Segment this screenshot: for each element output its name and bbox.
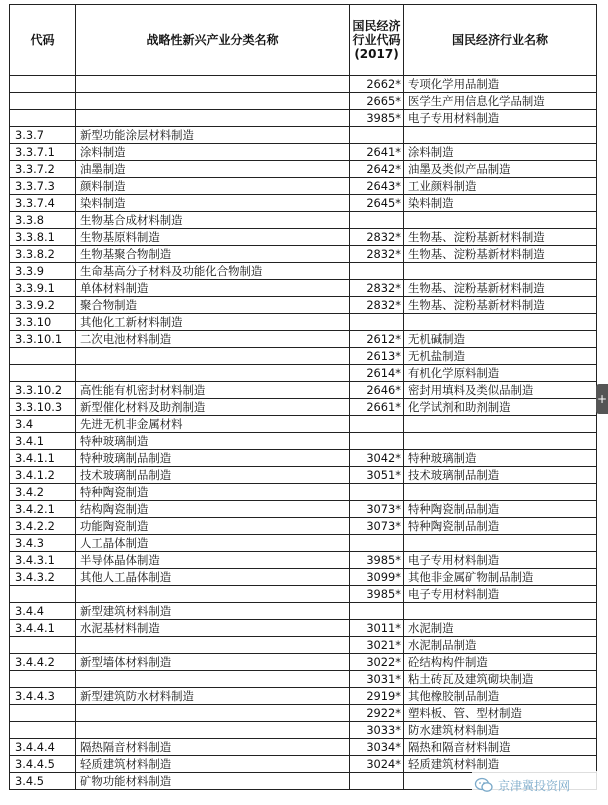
row-industry-name: 无机盐制造 [404, 348, 597, 365]
row-industry-name: 砼结构构件制造 [404, 654, 597, 671]
row-industry-name: 技术玻璃制品制造 [404, 467, 597, 484]
row-code: 3.3.7.3 [10, 178, 76, 195]
row-industry-code: 2612* [350, 331, 404, 348]
table-row [10, 399, 597, 416]
row-industry-name: 其他橡胶制品制造 [404, 688, 597, 705]
row-industry-code: 2922* [350, 705, 404, 722]
row-category-name: 水泥基材料制造 [76, 620, 350, 637]
row-industry-code: 3051* [350, 467, 404, 484]
row-code: 3.3.10.1 [10, 331, 76, 348]
row-code: 3.4.3 [10, 535, 76, 552]
row-code: 3.4.2 [10, 484, 76, 501]
row-industry-code: 2646* [350, 382, 404, 399]
row-industry-name: 工业颜料制造 [404, 178, 597, 195]
row-code: 3.3.10.2 [10, 382, 76, 399]
table-row [10, 280, 597, 297]
row-category-name: 功能陶瓷制造 [76, 518, 350, 535]
table-row [10, 484, 597, 501]
row-code: 3.4.1 [10, 433, 76, 450]
table-row [10, 433, 597, 450]
row-category-name: 轻质建筑材料制造 [76, 756, 350, 773]
row-industry-name: 专项化学用品制造 [404, 76, 597, 93]
row-industry-name [404, 484, 597, 501]
table-row [10, 331, 597, 348]
row-industry-code: 2614* [350, 365, 404, 382]
row-industry-name: 特种玻璃制造 [404, 450, 597, 467]
industry-classification-table [9, 4, 597, 790]
row-industry-code [350, 535, 404, 552]
row-category-name [76, 76, 350, 93]
row-code: 3.4.1.2 [10, 467, 76, 484]
table-row [10, 586, 597, 603]
row-category-name: 新型催化材料及助剂制造 [76, 399, 350, 416]
row-category-name [76, 110, 350, 127]
row-category-name: 矿物功能材料制造 [76, 773, 350, 790]
row-code: 3.3.8.1 [10, 229, 76, 246]
table-row [10, 637, 597, 654]
row-code: 3.4.2.2 [10, 518, 76, 535]
row-industry-name: 有机化学原料制造 [404, 365, 597, 382]
row-industry-code: 3034* [350, 739, 404, 756]
row-category-name: 半导体晶体制造 [76, 552, 350, 569]
row-category-name: 其他化工新材料制造 [76, 314, 350, 331]
row-industry-name: 油墨及类似产品制造 [404, 161, 597, 178]
row-industry-name: 隔热和隔音材料制造 [404, 739, 597, 756]
row-industry-name: 涂料制造 [404, 144, 597, 161]
row-industry-code: 2643* [350, 178, 404, 195]
row-industry-name: 水泥制造 [404, 620, 597, 637]
table-row [10, 229, 597, 246]
row-industry-name: 塑料板、管、型材制造 [404, 705, 597, 722]
row-industry-name [404, 433, 597, 450]
row-industry-code: 3021* [350, 637, 404, 654]
row-industry-code: 3024* [350, 756, 404, 773]
table-row [10, 603, 597, 620]
table-row [10, 246, 597, 263]
table-row [10, 76, 597, 93]
table-row [10, 348, 597, 365]
table-row [10, 127, 597, 144]
row-industry-name [404, 314, 597, 331]
table-row [10, 569, 597, 586]
row-industry-code: 2832* [350, 229, 404, 246]
row-industry-name: 电子专用材料制造 [404, 552, 597, 569]
row-category-name: 特种陶瓷制造 [76, 484, 350, 501]
row-code: 3.4 [10, 416, 76, 433]
table-row [10, 416, 597, 433]
row-industry-name: 粘土砖瓦及建筑砌块制造 [404, 671, 597, 688]
row-industry-name: 生物基、淀粉基新材料制造 [404, 280, 597, 297]
row-category-name [76, 722, 350, 739]
row-industry-code: 3011* [350, 620, 404, 637]
row-category-name: 单体材料制造 [76, 280, 350, 297]
row-industry-code: 3099* [350, 569, 404, 586]
row-industry-name: 生物基、淀粉基新材料制造 [404, 246, 597, 263]
row-industry-name: 特种陶瓷制品制造 [404, 501, 597, 518]
row-category-name: 生物基原料制造 [76, 229, 350, 246]
table-row [10, 739, 597, 756]
row-category-name: 高性能有机密封材料制造 [76, 382, 350, 399]
row-category-name: 新型建筑防水材料制造 [76, 688, 350, 705]
row-code: 3.4.4.5 [10, 756, 76, 773]
header-industry-name: 国民经济行业名称 [404, 5, 597, 76]
table-row [10, 535, 597, 552]
row-code [10, 76, 76, 93]
row-industry-name: 化学试剂和助剂制造 [404, 399, 597, 416]
row-industry-code: 2613* [350, 348, 404, 365]
row-category-name [76, 637, 350, 654]
row-industry-name: 医学生产用信息化学品制造 [404, 93, 597, 110]
row-industry-code [350, 433, 404, 450]
watermark [472, 771, 604, 799]
row-code [10, 365, 76, 382]
row-category-name [76, 348, 350, 365]
row-industry-code: 2661* [350, 399, 404, 416]
row-industry-name: 特种陶瓷制品制造 [404, 518, 597, 535]
header-code: 代码 [10, 5, 76, 76]
table-row [10, 756, 597, 773]
row-code: 3.4.4.2 [10, 654, 76, 671]
table-header-row [10, 5, 597, 76]
table-row [10, 212, 597, 229]
table-row [10, 467, 597, 484]
table-row [10, 93, 597, 110]
row-category-name: 生命基高分子材料及功能化合物制造 [76, 263, 350, 280]
row-category-name: 先进无机非金属材料 [76, 416, 350, 433]
row-industry-code: 2832* [350, 297, 404, 314]
row-industry-name [404, 127, 597, 144]
row-code: 3.3.7.2 [10, 161, 76, 178]
row-industry-code: 2645* [350, 195, 404, 212]
row-industry-name: 电子专用材料制造 [404, 586, 597, 603]
row-category-name: 涂料制造 [76, 144, 350, 161]
row-category-name: 颜料制造 [76, 178, 350, 195]
row-code: 3.4.2.1 [10, 501, 76, 518]
header-industry-code: 国民经济行业代码(2017) [350, 5, 404, 76]
table-row [10, 178, 597, 195]
row-industry-name: 其他非金属矿物制品制造 [404, 569, 597, 586]
table-row [10, 620, 597, 637]
row-code [10, 110, 76, 127]
table-row [10, 314, 597, 331]
row-category-name: 技术玻璃制品制造 [76, 467, 350, 484]
row-industry-code [350, 314, 404, 331]
table-row [10, 501, 597, 518]
row-industry-name [404, 263, 597, 280]
row-industry-name [404, 416, 597, 433]
row-industry-code: 2919* [350, 688, 404, 705]
row-category-name: 染料制造 [76, 195, 350, 212]
row-industry-code [350, 212, 404, 229]
row-industry-name: 染料制造 [404, 195, 597, 212]
row-code: 3.3.8 [10, 212, 76, 229]
row-category-name: 油墨制造 [76, 161, 350, 178]
table-row [10, 382, 597, 399]
row-category-name: 人工晶体制造 [76, 535, 350, 552]
row-industry-code: 3985* [350, 552, 404, 569]
row-category-name [76, 365, 350, 382]
row-industry-code [350, 263, 404, 280]
row-industry-name [404, 603, 597, 620]
table-row [10, 297, 597, 314]
row-category-name [76, 586, 350, 603]
table-row [10, 144, 597, 161]
table-row [10, 722, 597, 739]
row-industry-code: 2642* [350, 161, 404, 178]
row-category-name: 新型建筑材料制造 [76, 603, 350, 620]
row-industry-code: 3022* [350, 654, 404, 671]
row-category-name: 其他人工晶体制造 [76, 569, 350, 586]
row-category-name: 生物基合成材料制造 [76, 212, 350, 229]
row-code: 3.4.4.4 [10, 739, 76, 756]
row-code: 3.3.9 [10, 263, 76, 280]
row-industry-name: 轻质建筑材料制造 [404, 756, 597, 773]
row-industry-name: 电子专用材料制造 [404, 110, 597, 127]
table-row [10, 705, 597, 722]
row-industry-code: 3031* [350, 671, 404, 688]
row-industry-name: 生物基、淀粉基新材料制造 [404, 229, 597, 246]
row-industry-code: 3033* [350, 722, 404, 739]
plus-icon: + [596, 392, 608, 406]
row-industry-code: 3073* [350, 518, 404, 535]
row-code [10, 705, 76, 722]
row-code: 3.4.3.1 [10, 552, 76, 569]
table-row [10, 654, 597, 671]
row-industry-code [350, 603, 404, 620]
wechat-icon [474, 775, 494, 795]
row-code: 3.4.4.3 [10, 688, 76, 705]
row-industry-code: 2665* [350, 93, 404, 110]
row-code: 3.3.9.2 [10, 297, 76, 314]
row-category-name: 生物基聚合物制造 [76, 246, 350, 263]
table-row [10, 110, 597, 127]
header-category-name: 战略性新兴产业分类名称 [76, 5, 350, 76]
row-code: 3.4.3.2 [10, 569, 76, 586]
row-code: 3.4.4.1 [10, 620, 76, 637]
row-code [10, 637, 76, 654]
row-code [10, 671, 76, 688]
row-industry-name: 生物基、淀粉基新材料制造 [404, 297, 597, 314]
table-row [10, 671, 597, 688]
row-industry-name: 防水建筑材料制造 [404, 722, 597, 739]
watermark-text: 京津冀投资网 [498, 778, 571, 793]
table-row [10, 518, 597, 535]
row-category-name: 聚合物制造 [76, 297, 350, 314]
row-industry-name: 无机碱制造 [404, 331, 597, 348]
row-code: 3.3.7 [10, 127, 76, 144]
table-body [10, 76, 597, 790]
row-industry-code: 3073* [350, 501, 404, 518]
table-row [10, 688, 597, 705]
row-category-name [76, 671, 350, 688]
row-industry-code: 3985* [350, 586, 404, 603]
row-industry-code [350, 773, 404, 790]
row-code [10, 722, 76, 739]
row-industry-code [350, 416, 404, 433]
row-code: 3.3.7.4 [10, 195, 76, 212]
row-industry-code [350, 484, 404, 501]
table-row [10, 450, 597, 467]
row-code: 3.3.8.2 [10, 246, 76, 263]
table-row [10, 161, 597, 178]
row-code [10, 586, 76, 603]
row-category-name: 结构陶瓷制造 [76, 501, 350, 518]
row-code: 3.3.9.1 [10, 280, 76, 297]
row-code [10, 93, 76, 110]
side-expand-tab[interactable] [596, 384, 608, 414]
row-code: 3.3.10 [10, 314, 76, 331]
row-category-name: 二次电池材料制造 [76, 331, 350, 348]
row-industry-name [404, 212, 597, 229]
row-code: 3.3.7.1 [10, 144, 76, 161]
row-industry-code: 2641* [350, 144, 404, 161]
table-row [10, 263, 597, 280]
row-category-name: 新型墙体材料制造 [76, 654, 350, 671]
table-row [10, 365, 597, 382]
row-category-name: 特种玻璃制品制造 [76, 450, 350, 467]
row-industry-code: 3985* [350, 110, 404, 127]
row-code [10, 348, 76, 365]
row-industry-code: 3042* [350, 450, 404, 467]
table-row [10, 195, 597, 212]
row-industry-code: 2832* [350, 246, 404, 263]
row-category-name: 特种玻璃制造 [76, 433, 350, 450]
row-code: 3.4.1.1 [10, 450, 76, 467]
row-industry-name [404, 535, 597, 552]
row-category-name: 隔热隔音材料制造 [76, 739, 350, 756]
row-industry-code: 2832* [350, 280, 404, 297]
row-code: 3.4.4 [10, 603, 76, 620]
row-category-name [76, 93, 350, 110]
row-industry-name: 水泥制品制造 [404, 637, 597, 654]
row-industry-code: 2662* [350, 76, 404, 93]
row-category-name [76, 705, 350, 722]
row-industry-name: 密封用填料及类似品制造 [404, 382, 597, 399]
table-row [10, 552, 597, 569]
row-code: 3.3.10.3 [10, 399, 76, 416]
row-code: 3.4.5 [10, 773, 76, 790]
row-industry-code [350, 127, 404, 144]
row-category-name: 新型功能涂层材料制造 [76, 127, 350, 144]
